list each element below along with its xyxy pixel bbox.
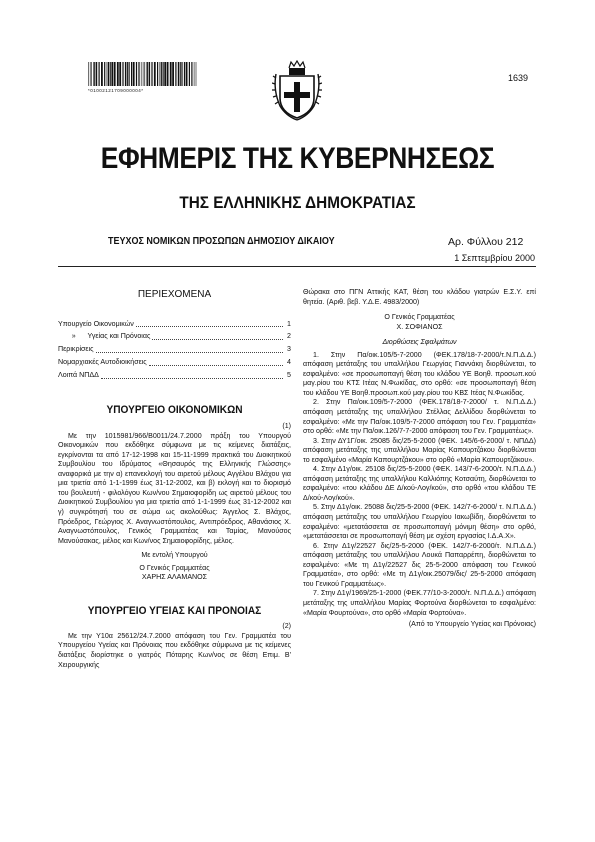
errata-item: 3. Στην ΔΥ1Γ/οικ. 25085 δις/25-5-2000 (ΦΕΚ. 145/6-6-2000/ τ. ΝΠΔΔ) απόφαση μετάταξης της υπαλλήλου Μαρίας Καπουρτζάκου διορθώνεται το εσφαλμένο «Μαρία Καπουρτζάκου» στο ορθό «Μαρία Καπουρτζάκου». <box>303 436 536 464</box>
toc-item[interactable]: Περικρίσεις 3 <box>58 345 291 354</box>
signature-name: ΧΑΡΗΣ ΑΛΑΜΑΝΟΣ <box>141 573 208 582</box>
table-of-contents <box>58 318 291 382</box>
page-number: 1639 <box>508 73 529 83</box>
issue-name: ΤΕΥΧΟΣ ΝΟΜΙΚΩΝ ΠΡΟΣΩΠΩΝ ΔΗΜΟΣΙΟΥ ΔΙΚΑΙΟΥ <box>108 236 335 247</box>
barcode-text: *01002121709000004* <box>88 88 144 93</box>
issue-number: Αρ. Φύλλου 212 <box>448 236 524 248</box>
errata-item: 7. Στην Δ1γ/1969/25-1-2000 (ΦΕΚ.77/10-3-2000/τ. Ν.Π.Δ.Δ.) απόφαση μετάταξης της υπαλλήλου Μαρίας Φορτούνα διορθώνεται το εσφαλμένο: «Μαρία Φουρτούνα», στο ορθό «Μαρία Φορτούνα». <box>303 589 536 617</box>
errata-title: Διορθώσεις Σφαλμάτων <box>382 338 457 347</box>
gazette-title: ΕΦΗΜΕΡΙΣ ΤΗΣ ΚΥΒΕΡΝΗΣΕΩΣ <box>100 142 495 175</box>
right-column <box>303 288 536 630</box>
toc-item[interactable]: Λοιπά ΝΠΔΔ 5 <box>58 370 291 379</box>
left-column <box>58 290 291 670</box>
continued-text: Θώρακα στο ΠΓΝ Αττικής ΚΑΤ, θέση του κλάδου γιατρών Ε.Σ.Υ. επί θητεία. (Αριθ. βεβ. Υ.Δ.Ε. 4983/2000) <box>303 288 536 306</box>
signature-role: Ο Γενικός Γραμματέας <box>139 563 210 572</box>
errata-item: 2. Στην Πα/οικ.109/5-7-2000 (ΦΕΚ.178/18-7-2000/ τ. Ν.Π.Δ.Δ.) απόφαση μετάταξης της υπαλλήλου Στέλλας Δελλίδου διορθώνεται το εσφαλμένο: «Με την Πα/οικ.109/5-7-2000 απόφαση του Γεν. Γραμματέα» στο ορθό: «Με την Πα/οικ.126/7-7-2000 απόφαση του Γεν. Γραμματέως». <box>303 398 536 436</box>
toc-item[interactable]: Νομαρχιακές Αυτοδιοικήσεις 4 <box>58 357 291 366</box>
section-title-health: ΥΠΟΥΡΓΕΙΟ ΥΓΕΙΑΣ ΚΑΙ ΠΡΟΝΟΙΑΣ <box>87 604 262 617</box>
decision-text: Με την 1015981/966/Β0011/24.7.2000 πράξη του Υπουργού Οικονομικών που εκδόθηκε σύμφωνα με τις κείμενες διατάξεις, εγκρίνονται τα από 17-12-1998 και 15-11-1999 πρακτικά του Διοικητικού Συμβουλίου του Ιδρύματος «Θησαυρός της Ελληνικής Γλώσσης» αναφορικά με την α) επανεκλογή του αιρετού μέλους Αγγέλου Βλάχου για μια τριετία από 1-1-1999 έως 31-12-2002, και β) εκλογή και το διορισμό του βουλευτή - φιλολόγου Κων/νου Σημαιοφορίδη ως αιρετού μέλους του Διοικητικού Συμβουλίου για μια τριετία από 1-1-1999 έως 31-12-2002 και γ) συγκρότησή του σε σώμα ως ακολούθως: Άγγελος Σ. Βλάχος, Πρόεδρος, Γεώργιος Χ. Αναγνωστόπουλος, Αντιπρόεδρος, Αθανάσιος Χ. Αναγνωστόπουλος, Γενικός Γραμματέας και Ταμίας, Μανούσος Μανούσακας, μέλος και Κων/νος Σημαιοφορίδης, μέλος. <box>58 431 291 545</box>
decision-number: (1) <box>282 422 291 431</box>
source-note: (Από το Υπουργείο Υγείας και Πρόνοιας) <box>408 620 536 629</box>
toc-item[interactable]: » Υγείας και Πρόνοιας 2 <box>58 332 291 341</box>
signature-role: Ο Γενικός Γραμματέας <box>384 313 455 322</box>
errata-item: 1. Στην Πα/οικ.105/5-7-2000 (ΦΕΚ.178/18-7-2000/τ.Ν.Π.Δ.Δ.) απόφαση μετάταξης του υπαλλήλου Γεωργίας Γιαννάκη διορθώνεται, το εσφαλμένο: «σε προσωποπαγή θέση του κλάδου ΥΕ Βοηθ. προσωπ.κού μαγ.ρίου του ΚΤΣ Ιτέας Ν.Φωκίδας, στο ορθό: «σε προσωποπαγή θέση του κλάδου ΥΕ Βοηθ.προσωπ.κού μαγ.ρίου του ΚΒΣ Ιτέας Ν.Φωκίδας. <box>303 350 536 397</box>
errata-item: 6. Στην Δ1γ/22527 δις/25-5-2000 (ΦΕΚ. 142/7-6-2000/τ. Ν.Π.Δ.Δ.) απόφαση μετάταξης του υπαλλήλου Λουκά Παπαρρέπη, διορθώνεται το εσφαλμένο: «Με τη Δ1γ/22527 δις 25-5-2000 απόφαση του Γενικού Γραμματέα», στο ορθό: «Με τη Δ1γ/οικ.25079/δις/ 25-5-2000 απόφαση του Γενικού Γραμματέως». <box>303 541 536 588</box>
section-title-finance: ΥΠΟΥΡΓΕΙΟ ΟΙΚΟΝΟΜΙΚΩΝ <box>106 403 243 416</box>
barcode <box>88 62 198 86</box>
issue-date: 1 Σεπτεμβρίου 2000 <box>454 253 535 263</box>
errata-item: 4. Στην Δ1γ/οικ. 25108 δις/25-5-2000 (ΦΕΚ. 143/7-6-2000/τ. Ν.Π.Δ.Δ.) απόφαση μετάταξης της υπαλλήλου Καλλιόπης Κοτσαύτη, διορθώνεται το εσφαλμένο: «του κλάδου ΔΕ Δ/κού-Λογ/κού», στο ορθό «του κλάδου ΤΕ Δ/κού-Λογ/κού». <box>303 465 536 502</box>
greek-coat-of-arms-icon <box>272 60 322 122</box>
toc-title: ΠΕΡΙΕΧΟΜΕΝΑ <box>137 289 212 300</box>
header-rule <box>58 266 536 267</box>
decision-text: Με την Υ10α 25612/24.7.2000 απόφαση του Γεν. Γραμματέα του Υπουργείου Υγείας και Πρόνοιας που εκδόθηκε σύμφωνα με τις κείμενες διατάξεις διορίστηκε ο γιατρός Πόταρης Κων/νος σε θέση Επιμ. Β' Χειρουργικής <box>58 631 291 669</box>
signature-name: Χ. ΣΟΦΙΑΝΟΣ <box>396 322 443 331</box>
errata-item: 5. Στην Δ1γ/οικ. 25088 δις/25-5-2000 (ΦΕΚ. 142/7-6-2000/ τ. Ν.Π.Δ.Δ.) απόφαση μετάταξης του υπαλλήλου Γεωργίου Ιακωβίδη, διορθώνεται το εσφαλμένο: «μετατάσσεται σε προσωποπαγή μόνιμη θέση» στο ορθό, «μετατάσσεται σε προσωποπαγή θέση με σχέση εργασίας Ι.Δ.Α.Χ». <box>303 503 536 541</box>
toc-item[interactable]: Υπουργείο Οικονομικών 1 <box>58 319 291 328</box>
decision-number: (2) <box>282 622 291 631</box>
gazette-subtitle: ΤΗΣ ΕΛΛΗΝΙΚΗΣ ΔΗΜΟΚΡΑΤΙΑΣ <box>179 193 416 212</box>
signature-order: Με εντολή Υπουργού <box>141 551 208 560</box>
